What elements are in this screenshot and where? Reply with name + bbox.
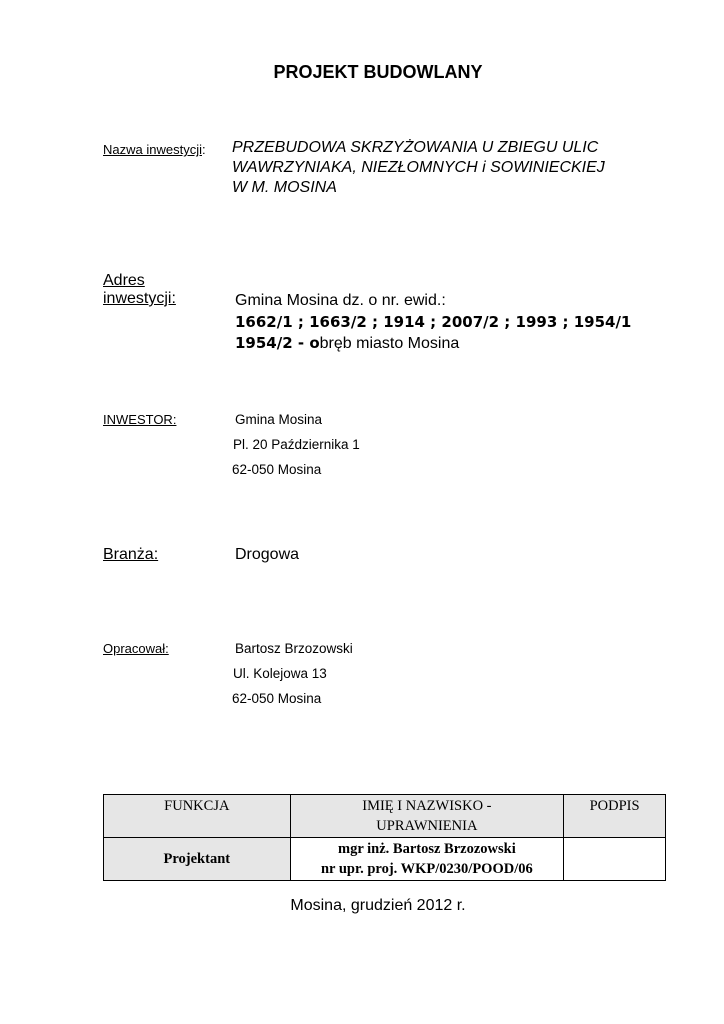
role-cell: Projektant (104, 838, 291, 881)
investment-name-line-3: W M. MOSINA (232, 179, 337, 196)
document-title: PROJEKT BUDOWLANY (273, 62, 483, 82)
investor-line-1: Gmina Mosina (235, 412, 323, 427)
investment-name-line-2: WAWRZYNIAKA, NIEZŁOMNYCH i SOWINIECKIEJ (232, 159, 605, 176)
signature-table (103, 794, 666, 881)
investment-name-value (232, 138, 672, 198)
investor-line-2: Pl. 20 Października 1 (233, 437, 360, 452)
investment-name-colon: : (201, 142, 206, 157)
place-date: Mosina, grudzień 2012 r. (290, 897, 466, 914)
address-parcels-line-1: 1662/1 ; 1663/2 ; 1914 ; 2007/2 ; 1993 ; 1954/1 (235, 313, 632, 331)
address-label-line-2: inwestycji: (103, 290, 176, 307)
branch-value: Drogowa (235, 546, 300, 563)
address-precinct: bręb miasto Mosina (319, 335, 460, 352)
header-name-line-1: IMIĘ I NAZWISKO - (362, 798, 492, 814)
designer-name: mgr inż. Bartosz Brzozowski (338, 841, 516, 857)
investment-name-line-1: PRZEBUDOWA SKRZYŻOWANIA U ZBIEGU ULIC (232, 139, 599, 156)
header-signature: PODPIS (564, 795, 666, 838)
address-label (103, 272, 176, 308)
branch-label: Branża: (103, 546, 159, 563)
address-parcels-line-2-bold: 1954/2 - o (235, 334, 320, 352)
signature-cell (564, 838, 666, 881)
header-name-qualifications (290, 795, 564, 838)
investor-label: INWESTOR: (103, 412, 177, 427)
header-name-line-2: UPRAWNIENIA (376, 818, 478, 834)
prepared-by-line-2: Ul. Kolejowa 13 (233, 666, 327, 681)
designer-license: nr upr. proj. WKP/0230/POOD/06 (320, 861, 533, 877)
prepared-by-line-1: Bartosz Brzozowski (235, 641, 353, 656)
header-function: FUNKCJA (104, 795, 291, 838)
address-line-1: Gmina Mosina dz. o nr. ewid.: (235, 292, 446, 309)
investment-name-label-row (103, 141, 206, 159)
prepared-by-line-3: 62-050 Mosina (232, 691, 322, 706)
signature-table-row (104, 838, 666, 881)
investment-name-label: Nazwa inwestycji (103, 142, 202, 157)
address-parcels-line-2 (235, 334, 459, 353)
signature-table-header-row (104, 795, 666, 838)
designer-cell (290, 838, 564, 881)
prepared-by-label: Opracował: (103, 641, 169, 656)
address-label-line-1: Adres (103, 272, 145, 289)
investor-line-3: 62-050 Mosina (232, 462, 322, 477)
